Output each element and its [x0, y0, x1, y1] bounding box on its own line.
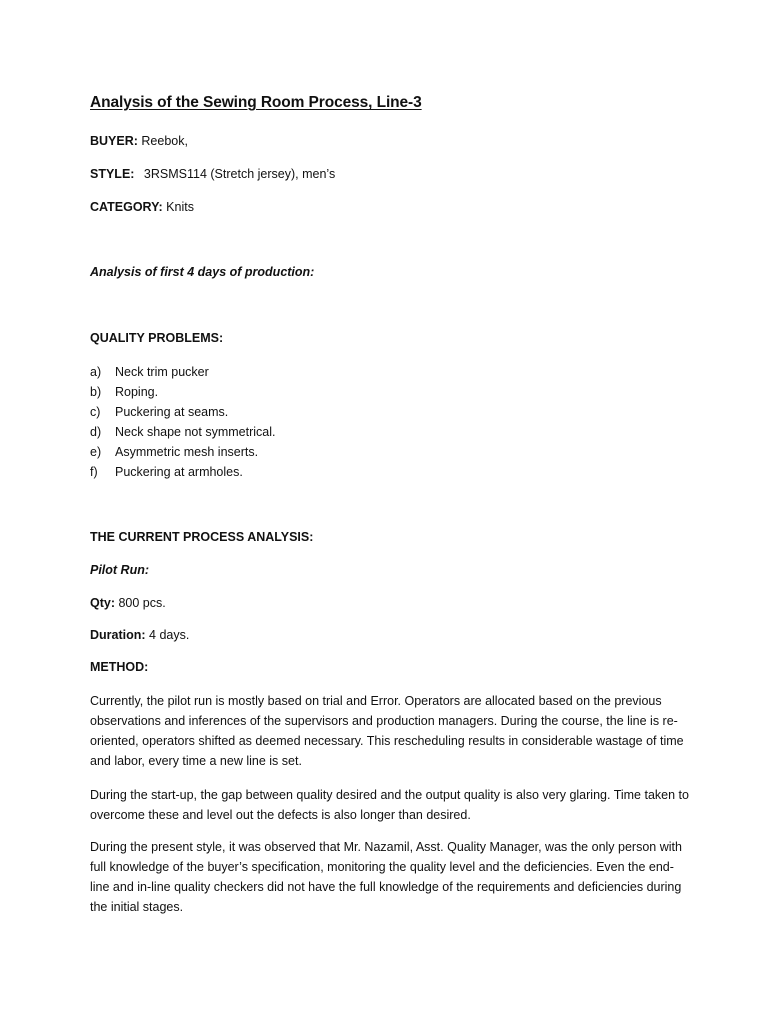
- method-paragraph-3: During the present style, it was observed that Mr. Nazamil, Asst. Quality Manager, was the only person with full knowledge of the buyer’s specification, monitoring the quality level and the deficiencies. Even the end-line and in-line quality checkers did not have the full knowledge of the requirements and deficiencies during the initial stages.: [90, 840, 682, 914]
- list-item-text: Neck trim pucker: [115, 365, 209, 379]
- buyer-label: BUYER:: [90, 134, 138, 148]
- qty-value: 800 pcs.: [115, 596, 166, 610]
- buyer-value: Reebok,: [137, 134, 188, 148]
- list-item: [90, 422, 275, 442]
- list-item: [90, 402, 275, 422]
- qty-label: Qty:: [90, 596, 115, 610]
- list-item: [90, 442, 275, 462]
- duration-value: 4 days.: [145, 628, 190, 642]
- quality-problems-list: [90, 362, 275, 482]
- style-label: STYLE:: [90, 167, 135, 181]
- method-paragraph-1: Currently, the pilot run is mostly based on trial and Error. Operators are allocated based on the previous observations and inferences of the supervisors and production managers. During the course, the line is re-oriented, operators shifted as deemed necessary. This rescheduling results in considerable wastage of time and labor, every time a new line is set.: [90, 694, 684, 768]
- style-line: [90, 166, 335, 182]
- pilot-run-heading: Pilot Run:: [90, 563, 150, 577]
- list-item: [90, 362, 275, 382]
- list-item-text: Asymmetric mesh inserts.: [115, 445, 259, 459]
- duration-label: Duration:: [90, 628, 146, 642]
- list-item-text: Puckering at armholes.: [115, 465, 243, 479]
- list-marker: e): [90, 445, 102, 459]
- list-item-text: Puckering at seams.: [115, 405, 229, 419]
- method-paragraph-2: During the start-up, the gap between quality desired and the output quality is also very glaring. Time taken to overcome these and level out the defects is also longer than desired.: [90, 788, 689, 822]
- buyer-line: [90, 133, 188, 149]
- category-line: [90, 199, 194, 215]
- duration-line: [90, 627, 189, 643]
- category-label: CATEGORY:: [90, 200, 163, 214]
- list-item-text: Roping.: [115, 385, 159, 399]
- style-value: 3RSMS114 (Stretch jersey), men’s: [140, 167, 336, 181]
- category-value: Knits: [162, 200, 194, 214]
- document-title: Analysis of the Sewing Room Process, Line-3: [90, 94, 422, 111]
- quality-problems-heading: QUALITY PROBLEMS:: [90, 331, 224, 345]
- list-item-text: Neck shape not symmetrical.: [115, 425, 276, 439]
- qty-line: [90, 595, 166, 611]
- process-analysis-heading: THE CURRENT PROCESS ANALYSIS:: [90, 530, 314, 544]
- analysis-heading: Analysis of first 4 days of production:: [90, 265, 315, 279]
- list-marker: b): [90, 385, 102, 399]
- method-heading: METHOD:: [90, 660, 149, 674]
- list-marker: a): [90, 365, 102, 379]
- list-marker: c): [90, 405, 101, 419]
- list-item: [90, 382, 275, 402]
- list-marker: f): [90, 465, 98, 479]
- list-item: [90, 462, 275, 482]
- list-marker: d): [90, 425, 102, 439]
